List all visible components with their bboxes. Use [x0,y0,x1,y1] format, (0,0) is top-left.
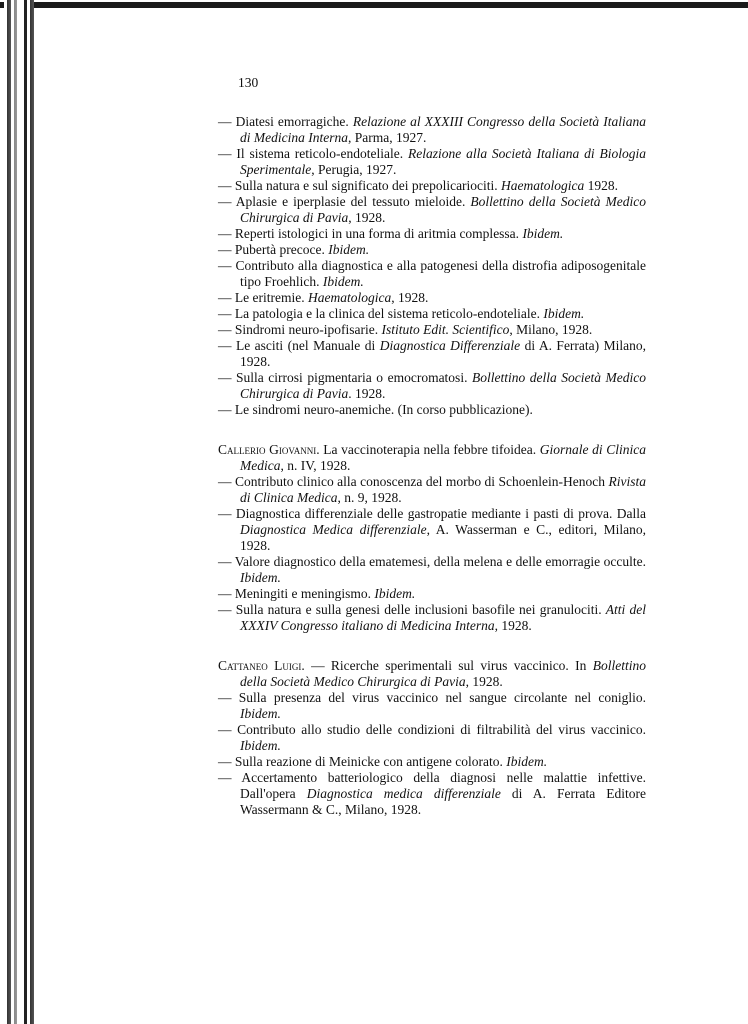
publication-title: Ibidem. [240,570,281,585]
publication-title: Diagnostica Medica differenziale [240,522,427,537]
entry-text: di A. Ferrata) Milano, 1928. [240,338,646,369]
page-content [218,74,646,818]
bibliography-entry [218,146,646,178]
publication-title: Bollettino della Società Medico Chirurgica di Pavia [240,370,646,401]
entry-text: — Pubertà precoce. [218,242,329,257]
bibliography-entry [218,290,646,306]
entry-text: — Diatesi emorragiche. [218,114,353,129]
bibliography-entry [218,178,646,194]
bibliography-entry [218,770,646,818]
publication-title: Rivista di Clinica Medica [240,474,646,505]
entry-text: , A. Wasserman e C., editori, Milano, 1928. [240,522,646,553]
entry-text: — Diagnostica differenziale delle gastropatie mediante i pasti di prova. Dalla [218,506,646,521]
entry-text: . 1928. [348,386,386,401]
publication-title: Ibidem. [322,274,364,289]
bibliography-entry [218,242,646,258]
bibliography-entry [218,322,646,338]
bibliography-section-1 [218,114,646,418]
entry-text: , Milano, 1928. [509,322,593,337]
bibliography-entry [218,402,646,418]
entry-text: — Sindromi neuro-ipofisarie. [218,322,382,337]
author-name: Callerio Giovanni [218,442,317,457]
bibliography-entry [218,194,646,226]
publication-title: Giornale di Clinica Medica [240,442,646,473]
entry-text: , n. 9, 1928. [337,490,402,505]
bibliography-entry [218,258,646,290]
entry-text: — Meningiti e meningismo. [218,586,375,601]
publication-title: Ibidem. [240,738,281,753]
publication-title: Diagnostica Differenziale [379,338,521,353]
scan-edge-left [4,0,34,1024]
entry-text: — Le sindromi neuro-anemiche. (In corso pubblicazione). [218,402,533,417]
entry-text: , 1928. [391,290,429,305]
entry-text: — Sulla presenza del virus vaccinico nel sangue circolante nel coniglio. [218,690,646,705]
author-name: Cattaneo Luigi [218,658,302,673]
scan-edge-top [0,2,748,8]
publication-title: Diagnostica medica differenziale [306,786,501,801]
entry-text: , Parma, 1927. [347,130,427,145]
entry-text: . La vaccinoterapia nella febbre tifoidea. [316,442,540,457]
entry-text: , n. IV, 1928. [280,458,351,473]
publication-title: Relazione al XXXIII Congresso della Società Italiana di Medicina Interna [240,114,647,145]
entry-text: . — Ricerche sperimentali sul virus vaccinico. In [301,658,593,673]
bibliography-section-callerio [218,442,646,634]
entry-text: — Sulla reazione di Meinicke con antigene colorato. [218,754,507,769]
entry-text: — La patologia e la clinica del sistema reticolo-endoteliale. [218,306,544,321]
publication-title: Ibidem. [506,754,548,769]
bibliography-entry [218,602,646,634]
entry-text: — Contributo allo studio delle condizioni di filtrabilità del virus vaccinico. [218,722,646,737]
entry-text: — Le asciti (nel Manuale di [218,338,380,353]
entry-text: — Contributo alla diagnostica e alla patogenesi della distrofia adiposogenitale tipo Froehlich. [218,258,646,289]
entry-text: — Sulla natura e sul significato dei prepolicariociti. [218,178,502,193]
page-number: 130 [238,75,259,90]
bibliography-entry [218,114,646,146]
entry-text: — Aplasie e iperplasie del tessuto mieloide. [218,194,471,209]
entry-text: , 1928. [348,210,386,225]
bibliography-entry [218,338,646,370]
entry-text: — Accertamento batteriologico della diagnosi nelle malattie infettive. Dall'opera [218,770,646,801]
publication-title: Ibidem. [240,706,281,721]
publication-title: Haematologica [501,178,585,193]
bibliography-section-cattaneo [218,658,646,818]
bibliography-entry [218,690,646,722]
bibliography-entry [218,586,646,602]
publication-title: Relazione alla Società Italiana di Biologia Sperimentale [240,146,646,177]
publication-title: Ibidem. [328,242,370,257]
entry-text: , 1928. [465,674,503,689]
bibliography-entry [218,506,646,554]
publication-title: Ibidem. [522,226,564,241]
bibliography-entry [218,306,646,322]
bibliography-entry [218,474,646,506]
bibliography-entry [218,722,646,754]
bibliography-entry [218,370,646,402]
entry-text: , Perugia, 1927. [311,162,397,177]
entry-text: di A. Ferrata Editore Wassermann & C., Milano, 1928. [240,786,647,817]
bibliography-entry [218,226,646,242]
entry-text: — Reperti istologici in una forma di aritmia complessa. [218,226,523,241]
publication-title: Bollettino della Società Medico Chirurgica di Pavia [240,658,646,689]
publication-title: Ibidem. [374,586,416,601]
bibliography-entry [218,442,646,474]
entry-text: 1928. [584,178,619,193]
entry-text: , 1928. [494,618,532,633]
publication-title: Ibidem. [543,306,585,321]
entry-text: — Il sistema reticolo-endoteliale. [218,146,408,161]
entry-text: — Sulla cirrosi pigmentaria o emocromatosi. [218,370,472,385]
bibliography-entry [218,658,646,690]
publication-title: Istituto Edit. Scientifico [381,322,510,337]
bibliography-entry [218,754,646,770]
publication-title: Haematologica [307,290,392,305]
publication-title: Bollettino della Società Medico Chirurgica di Pavia [240,194,646,225]
entry-text: — Contributo clinico alla conoscenza del morbo di Schoenlein-Henoch [218,474,609,489]
entry-text: — Sulla natura e sulla genesi delle inclusioni basofile nei granulociti. [218,602,606,617]
entry-text: — Le eritremie. [218,290,308,305]
publication-title: Atti del XXXIV Congresso italiano di Medicina Interna [240,602,646,633]
bibliography-entry [218,554,646,586]
entry-text: — Valore diagnostico della ematemesi, della melena e delle emorragie occulte. [218,554,646,569]
